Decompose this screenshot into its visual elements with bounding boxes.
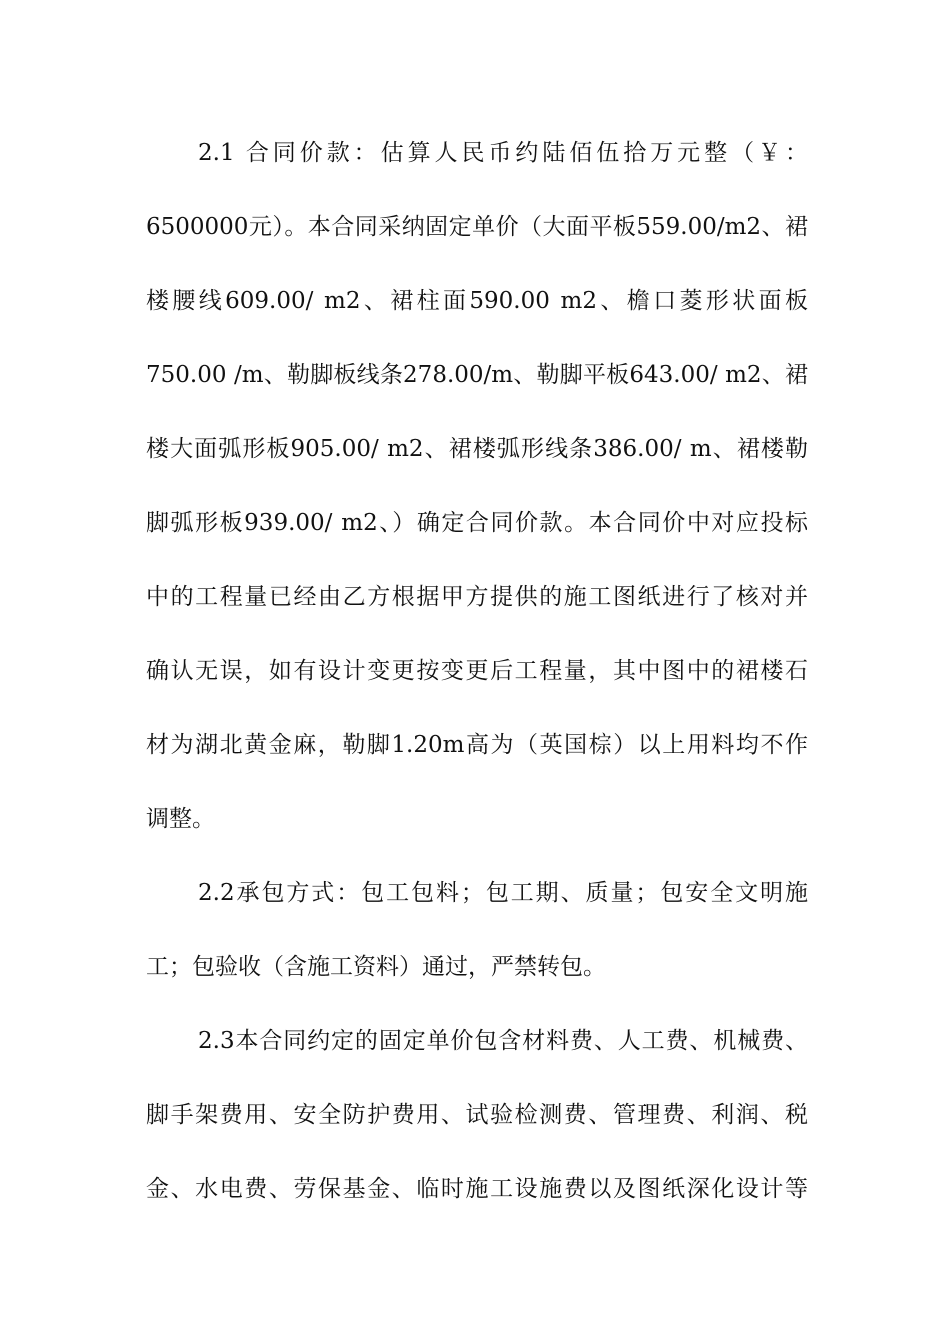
text-line: 脚弧形板939.00/ m2、）确定合同价款。本合同价中对应投标	[146, 510, 808, 536]
text-line: 金、水电费、劳保基金、临时施工设施费以及图纸深化设计等	[146, 1176, 808, 1202]
paragraph-2-2	[146, 856, 808, 1004]
text-line: 调整。	[146, 806, 215, 832]
text-line: 工；包验收（含施工资料）通过，严禁转包。	[146, 954, 606, 980]
text-line: 2.2承包方式：包工包料；包工期、质量；包安全文明施	[198, 880, 808, 906]
text-line: 确认无误，如有设计变更按变更后工程量，其中图中的裙楼石	[146, 658, 808, 684]
document-body	[146, 116, 808, 1226]
paragraph-2-3	[146, 1004, 808, 1226]
text-line: 2.3本合同约定的固定单价包含材料费、人工费、机械费、	[198, 1028, 808, 1054]
text-line: 脚手架费用、安全防护费用、试验检测费、管理费、利润、税	[146, 1102, 808, 1128]
text-line: 楼腰线609.00/ m2、裙柱面590.00 m2、檐口菱形状面板	[146, 288, 808, 314]
text-line: 材为湖北黄金麻，勒脚1.20m高为（英国棕）以上用料均不作	[146, 732, 808, 758]
paragraph-2-1	[146, 116, 808, 856]
text-line: 中的工程量已经由乙方根据甲方提供的施工图纸进行了核对并	[146, 584, 808, 610]
text-line: 楼大面弧形板905.00/ m2、裙楼弧形线条386.00/ m、裙楼勒	[146, 436, 808, 462]
text-line: 2.1 合同价款：估算人民币约陆佰伍拾万元整（￥：	[198, 140, 808, 166]
text-line: 6500000元）。本合同采纳固定单价（大面平板559.00/m2、裙	[146, 214, 808, 240]
text-line: 750.00 /m、勒脚板线条278.00/m、勒脚平板643.00/ m2、裙	[146, 362, 808, 388]
